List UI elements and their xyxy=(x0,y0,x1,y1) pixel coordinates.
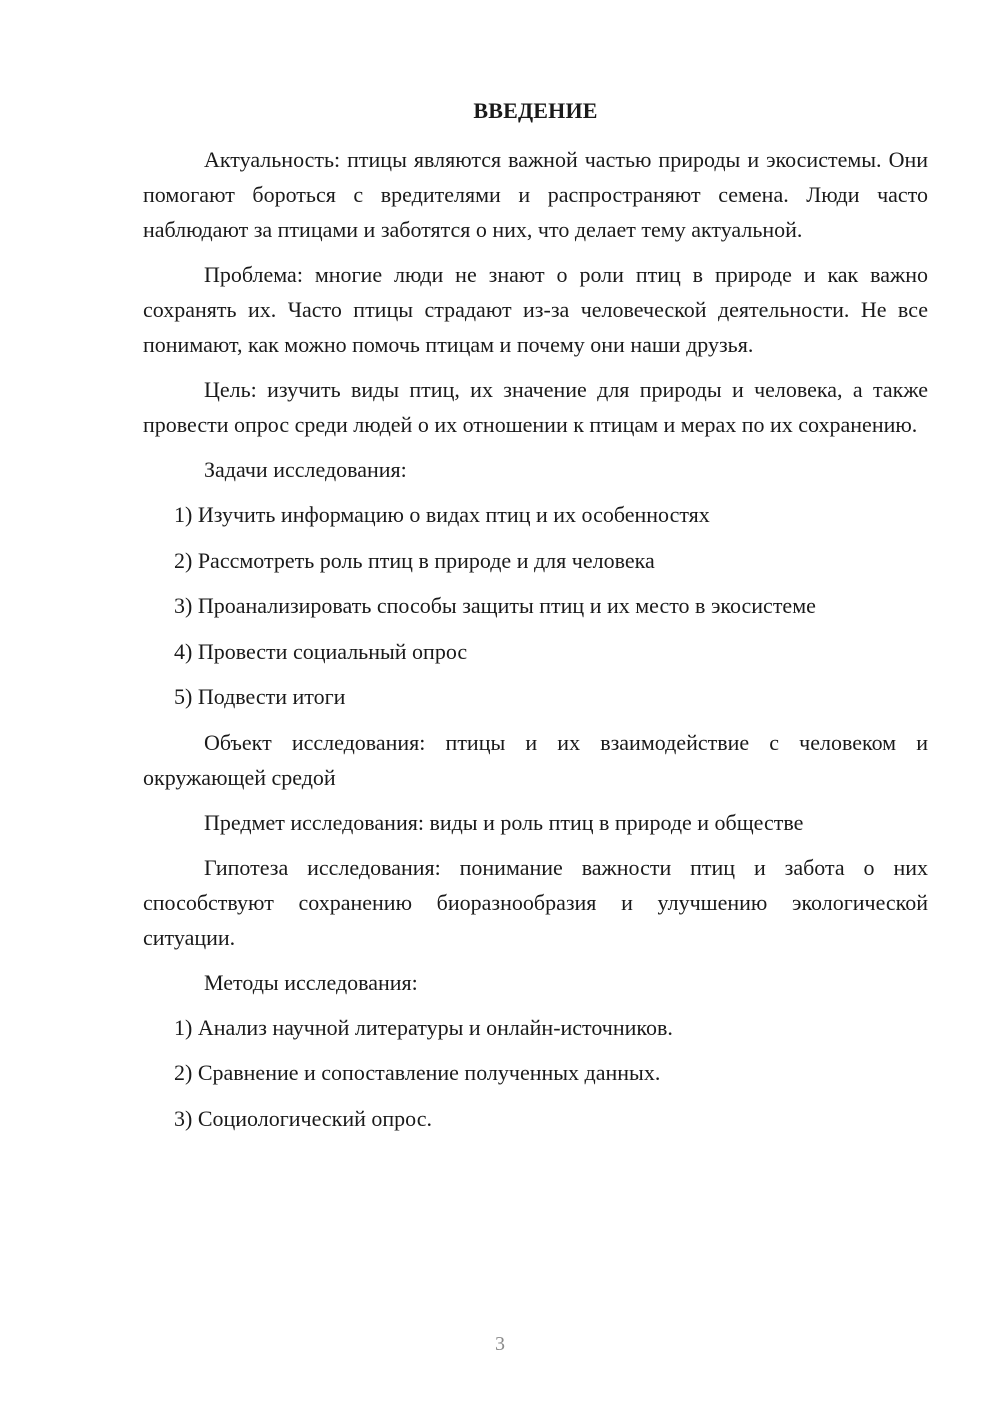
goal-paragraph: Цель: изучить виды птиц, их значение для природы и человека, а также провести опрос среди людей о их отношении к птицам и мерах по их сохранению. xyxy=(143,377,928,437)
method-item: 2) Сравнение и сопоставление полученных данных. xyxy=(174,1060,661,1085)
task-item: 4) Провести социальный опрос xyxy=(174,638,468,664)
object-paragraph: Объект исследования: птицы и их взаимодействие с человеком и окружающей средой xyxy=(143,729,928,790)
method-item: 1) Анализ научной литературы и онлайн-источников. xyxy=(174,1014,673,1040)
subject-paragraph: Предмет исследования: виды и роль птиц в природе и обществе xyxy=(204,809,804,835)
page-title: ВВЕДЕНИЕ xyxy=(473,98,598,123)
task-item: 5) Подвести итоги xyxy=(174,684,346,709)
problem-paragraph: Проблема: многие люди не знают о роли птиц в природе и как важно сохранять их. Часто птицы страдают из-за человеческой деятельности. Не все понимают, как можно помочь птицам и почему они наши друзья. xyxy=(143,262,928,357)
hypothesis-paragraph: Гипотеза исследования: понимание важности птиц и забота о них способствуют сохранению биоразнообразия и улучшению экологической ситуации. xyxy=(143,854,928,950)
methods-heading: Методы исследования: xyxy=(204,969,418,995)
relevance-paragraph: Актуальность: птицы являются важной частью природы и экосистемы. Они помогают бороться с вредителями и распространяют семена. Люди часто наблюдают за птицами и заботятся о них, что делает тему актуальной. xyxy=(143,147,928,242)
task-item: 3) Проанализировать способы защиты птиц и их место в экосистеме xyxy=(174,593,816,618)
tasks-heading: Задачи исследования: xyxy=(204,457,407,482)
page-content xyxy=(143,96,928,1146)
page-number: 3 xyxy=(495,1333,505,1355)
task-item: 1) Изучить информацию о видах птиц и их особенностях xyxy=(174,502,710,527)
method-item: 3) Социологический опрос. xyxy=(174,1105,432,1131)
task-item: 2) Рассмотреть роль птиц в природе и для человека xyxy=(174,547,655,573)
